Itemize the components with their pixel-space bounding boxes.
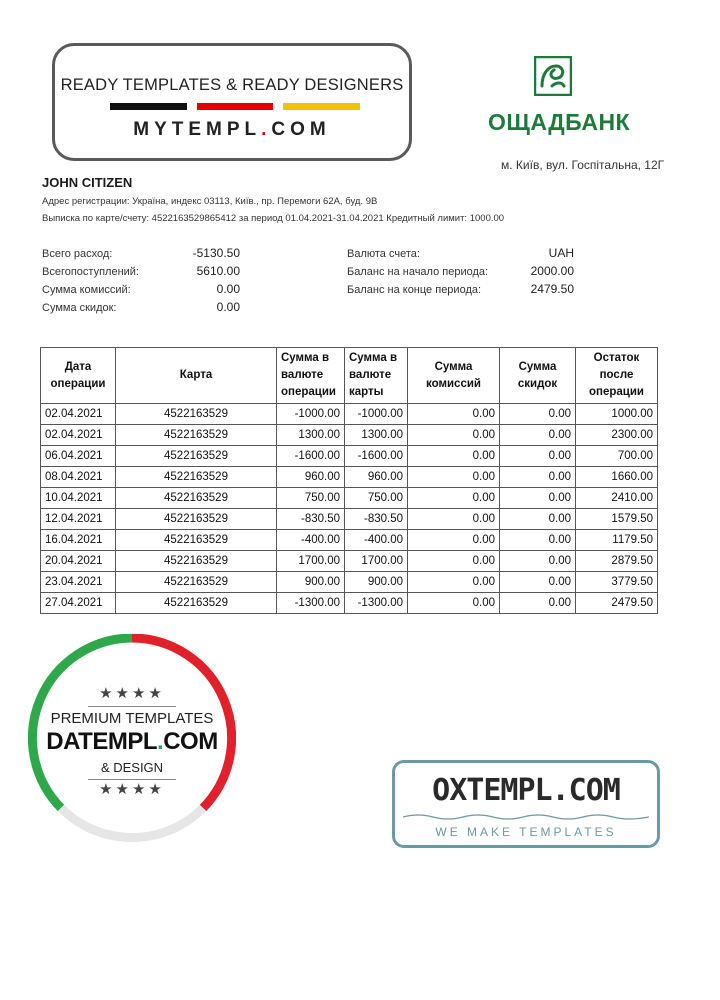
cell-card: 4522163529 — [116, 530, 277, 551]
cell-date: 02.04.2021 — [41, 404, 116, 425]
cell-balance: 3779.50 — [576, 572, 658, 593]
watermark-color-bars — [110, 103, 360, 110]
customer-address: Адрес регистрации: Україна, индекс 03113, Київ., пр. Перемоги 62А, буд. 9В — [42, 196, 378, 207]
cell-discounts: 0.00 — [500, 593, 576, 614]
watermark-dot: . — [261, 119, 272, 140]
summary-label: Баланс на конце периода: — [347, 284, 482, 296]
table-row — [41, 530, 658, 551]
cell-balance: 2479.50 — [576, 593, 658, 614]
cell-discounts: 0.00 — [500, 425, 576, 446]
summary-label: Валюта счета: — [347, 248, 420, 260]
cell-card: 4522163529 — [116, 593, 277, 614]
cell-balance: 1000.00 — [576, 404, 658, 425]
cell-card: 4522163529 — [116, 404, 277, 425]
col-header-discounts: Сумма скидок — [500, 348, 576, 404]
cell-op-amount: 750.00 — [277, 488, 345, 509]
cell-card-amount: -400.00 — [345, 530, 408, 551]
cell-balance: 1660.00 — [576, 467, 658, 488]
cell-fees: 0.00 — [408, 572, 500, 593]
cell-discounts: 0.00 — [500, 404, 576, 425]
oxtempl-brand: OXTEMPL.COM — [432, 773, 620, 808]
summary-value: 5610.00 — [196, 264, 240, 278]
cell-date: 08.04.2021 — [41, 467, 116, 488]
bank-logo-icon — [534, 56, 572, 96]
cell-card-amount: -1300.00 — [345, 593, 408, 614]
cell-card: 4522163529 — [116, 425, 277, 446]
table-row — [41, 467, 658, 488]
summary-value: UAH — [548, 246, 574, 260]
cell-discounts: 0.00 — [500, 488, 576, 509]
oxtempl-tagline: WE MAKE TEMPLATES — [435, 825, 617, 839]
cell-card-amount: 1700.00 — [345, 551, 408, 572]
cell-balance: 2300.00 — [576, 425, 658, 446]
summary-value: 2479.50 — [530, 282, 574, 296]
cell-date: 12.04.2021 — [41, 509, 116, 530]
watermark-mytempl — [52, 43, 412, 161]
cell-op-amount: -1000.00 — [277, 404, 345, 425]
summary-label: Всегопоступлений: — [42, 266, 139, 278]
col-header-balance: Остаток после операции — [576, 348, 658, 404]
cell-card-amount: 750.00 — [345, 488, 408, 509]
col-header-fees: Сумма комиссий — [408, 348, 500, 404]
cell-fees: 0.00 — [408, 551, 500, 572]
table-row — [41, 404, 658, 425]
customer-name: JOHN CITIZEN — [42, 175, 133, 190]
summary-value: 0.00 — [216, 300, 240, 314]
cell-card: 4522163529 — [116, 488, 277, 509]
cell-balance: 700.00 — [576, 446, 658, 467]
watermark-tagline: READY TEMPLATES & READY DESIGNERS — [60, 76, 404, 94]
bar-black — [110, 103, 187, 110]
table-row — [41, 509, 658, 530]
bar-yellow — [283, 103, 360, 110]
bank-address: м. Київ, вул. Госпітальна, 12Г — [501, 158, 665, 172]
cell-card: 4522163529 — [116, 572, 277, 593]
cell-date: 02.04.2021 — [41, 425, 116, 446]
cell-card: 4522163529 — [116, 551, 277, 572]
summary-value: 2000.00 — [530, 264, 574, 278]
summary-value: -5130.50 — [192, 246, 240, 260]
cell-card: 4522163529 — [116, 509, 277, 530]
cell-discounts: 0.00 — [500, 467, 576, 488]
col-header-op-amount: Сумма в валюте операции — [277, 348, 345, 404]
cell-op-amount: 960.00 — [277, 467, 345, 488]
cell-op-amount: 900.00 — [277, 572, 345, 593]
cell-fees: 0.00 — [408, 509, 500, 530]
cell-date: 16.04.2021 — [41, 530, 116, 551]
table-row — [41, 425, 658, 446]
cell-fees: 0.00 — [408, 530, 500, 551]
bar-red — [197, 103, 274, 110]
table-row — [41, 572, 658, 593]
cell-card-amount: -1000.00 — [345, 404, 408, 425]
cell-op-amount: 1300.00 — [277, 425, 345, 446]
cell-fees: 0.00 — [408, 488, 500, 509]
cell-fees: 0.00 — [408, 404, 500, 425]
cell-card-amount: 960.00 — [345, 467, 408, 488]
cell-date: 10.04.2021 — [41, 488, 116, 509]
cell-discounts: 0.00 — [500, 446, 576, 467]
stamp-line3: & DESIGN — [100, 760, 164, 775]
summary-label: Баланс на начало периода: — [347, 266, 489, 278]
summary-value: 0.00 — [216, 282, 240, 296]
cell-discounts: 0.00 — [500, 551, 576, 572]
watermark-tld: COM — [271, 119, 331, 140]
stamp-brand-name: DATEMPL — [46, 728, 158, 755]
cell-op-amount: 1700.00 — [277, 551, 345, 572]
cell-card-amount: -1600.00 — [345, 446, 408, 467]
cell-op-amount: -1300.00 — [277, 593, 345, 614]
cell-balance: 1179.50 — [576, 530, 658, 551]
cell-date: 27.04.2021 — [41, 593, 116, 614]
cell-op-amount: -1600.00 — [277, 446, 345, 467]
cell-fees: 0.00 — [408, 425, 500, 446]
stamp-stars-bottom: ★★★★ — [99, 781, 165, 798]
table-row — [41, 446, 658, 467]
table-row — [41, 593, 658, 614]
cell-fees: 0.00 — [408, 467, 500, 488]
cell-fees: 0.00 — [408, 593, 500, 614]
cell-fees: 0.00 — [408, 446, 500, 467]
oxtempl-wave — [403, 813, 649, 821]
stamp-datempl — [28, 634, 236, 842]
cell-date: 20.04.2021 — [41, 551, 116, 572]
cell-balance: 2879.50 — [576, 551, 658, 572]
table-row — [41, 551, 658, 572]
cell-discounts: 0.00 — [500, 572, 576, 593]
cell-balance: 2410.00 — [576, 488, 658, 509]
cell-card: 4522163529 — [116, 446, 277, 467]
bank-name: ОЩАДБАНК — [488, 109, 631, 135]
watermark-brand-name: MYTEMPL — [133, 119, 262, 140]
summary-label: Всего расход: — [42, 248, 113, 260]
cell-card-amount: -830.50 — [345, 509, 408, 530]
col-header-date: Дата операции — [41, 348, 116, 404]
summary-label: Сумма скидок: — [42, 302, 117, 314]
cell-date: 23.04.2021 — [41, 572, 116, 593]
cell-card-amount: 900.00 — [345, 572, 408, 593]
col-header-card: Карта — [116, 348, 277, 404]
stamp-dot: . — [157, 728, 164, 755]
cell-date: 06.04.2021 — [41, 446, 116, 467]
cell-discounts: 0.00 — [500, 530, 576, 551]
cell-discounts: 0.00 — [500, 509, 576, 530]
stamp-line1: PREMIUM TEMPLATES — [50, 710, 214, 727]
watermark-brand — [55, 119, 409, 141]
cell-op-amount: -830.50 — [277, 509, 345, 530]
col-header-card-amount: Сумма в валюте карты — [345, 348, 408, 404]
stamp-stars-top: ★★★★ — [99, 685, 165, 702]
cell-op-amount: -400.00 — [277, 530, 345, 551]
statement-info: Выписка по карте/счету: 4522163529865412 за период 01.04.2021-31.04.2021 Кредитный лимит: 1000.00 — [42, 213, 505, 224]
stamp-rule — [88, 706, 176, 707]
cell-card-amount: 1300.00 — [345, 425, 408, 446]
summary-label: Сумма комиссий: — [42, 284, 131, 296]
stamp-brand — [28, 728, 236, 756]
cell-balance: 1579.50 — [576, 509, 658, 530]
cell-card: 4522163529 — [116, 467, 277, 488]
stamp-tld: COM — [163, 728, 218, 755]
transactions-table — [40, 347, 658, 614]
watermark-oxtempl — [392, 760, 660, 848]
table-header-row — [41, 348, 658, 404]
table-row — [41, 488, 658, 509]
